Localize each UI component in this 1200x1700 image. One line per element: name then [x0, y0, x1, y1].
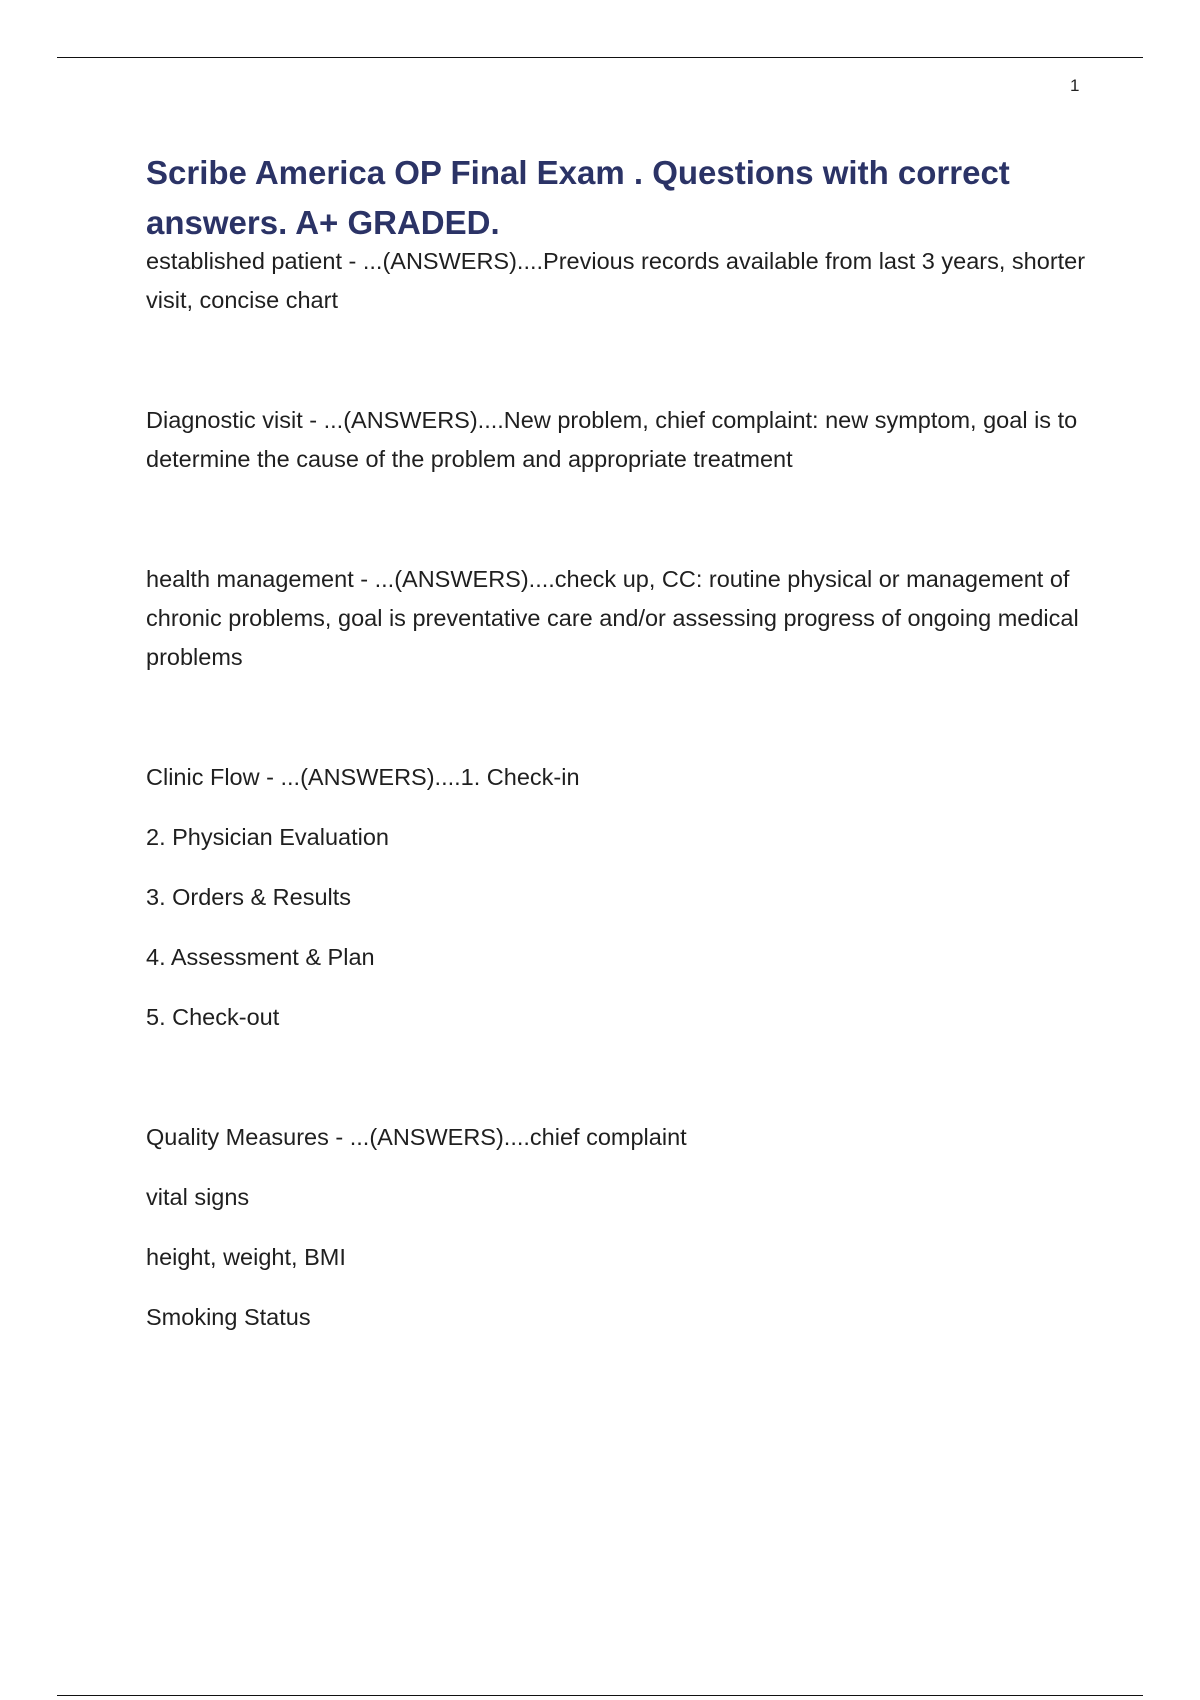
entry-text — [146, 560, 1086, 677]
entry-established-patient — [146, 242, 1086, 320]
entry-quality-measures — [146, 1118, 1086, 1337]
entry-separator: - ...(ANSWERS).... — [353, 566, 555, 592]
entry-term: Clinic Flow — [146, 764, 260, 790]
document-body — [146, 148, 1086, 1337]
entry-answer: Previous records available from last 3 years, shorter visit, concise chart — [146, 248, 1086, 313]
list-item: 3. Orders & Results — [146, 884, 352, 910]
entry-term: Quality Measures — [146, 1124, 329, 1150]
entry-term: Diagnostic visit — [146, 407, 303, 433]
list-item: 4. Assessment & Plan — [146, 944, 375, 970]
entry-text — [146, 401, 1086, 479]
entry-text — [146, 242, 1086, 320]
list-item: height, weight, BMI — [146, 1244, 346, 1270]
list-item: vital signs — [146, 1184, 250, 1210]
entry-text — [146, 1118, 1086, 1157]
list-item: 5. Check-out — [146, 1004, 280, 1030]
entry-answer: chief complaint — [529, 1124, 687, 1150]
list-item: 2. Physician Evaluation — [146, 824, 389, 850]
entry-separator: - ...(ANSWERS).... — [341, 248, 544, 274]
document-title: Scribe America OP Final Exam . Questions with correct answers. A+ GRADED. — [146, 154, 1010, 241]
entry-term: health management — [146, 566, 354, 592]
entry-answer: 1. Check-in — [460, 764, 580, 790]
entry-answer: New problem, chief complaint: new symptom, goal is to determine the cause of the problem and appropriate treatment — [146, 407, 1078, 472]
entry-health-management — [146, 560, 1086, 677]
entry-separator: - ...(ANSWERS).... — [328, 1124, 530, 1150]
entry-clinic-flow — [146, 758, 1086, 1037]
page-number: 1 — [1070, 76, 1080, 95]
entry-text — [146, 758, 1086, 797]
list-item: Smoking Status — [146, 1304, 311, 1330]
header-rule — [57, 57, 1143, 58]
entry-answer: check up, CC: routine physical or management of chronic problems, goal is preventative care and/or assessing progress of ongoing medical problems — [146, 566, 1079, 670]
footer-rule — [57, 1695, 1143, 1696]
entry-term: established patient — [146, 248, 342, 274]
entry-separator: - ...(ANSWERS).... — [302, 407, 504, 433]
entry-separator: - ...(ANSWERS).... — [259, 764, 461, 790]
entry-diagnostic-visit — [146, 401, 1086, 479]
